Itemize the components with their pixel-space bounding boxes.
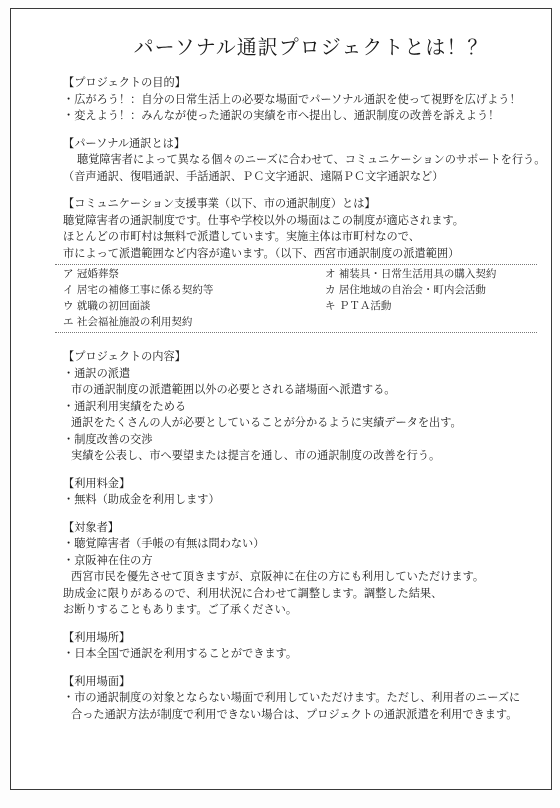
target-line: 助成金に限りがあるので、利用状況に合わせて調整します。調整した結果、 xyxy=(63,586,443,600)
place-section xyxy=(63,630,533,663)
target-line: ・聴覚障害者（手帳の有無は問わない） xyxy=(63,537,265,550)
scope-item: ウ 就職の初回面談 xyxy=(63,300,151,312)
scope-item: イ 居宅の補修工事に係る契約等 xyxy=(63,284,214,296)
target-line: ・京阪神在住の方 xyxy=(63,553,153,567)
scope-item: オ 補装具・日常生活用具の購入契約 xyxy=(325,268,497,280)
about-section xyxy=(63,136,546,186)
target-line: お断りすることもあります。ご了承ください。 xyxy=(63,603,298,616)
support-line: 市によって派遣範囲など内容が違います。（以下、西宮市通訳制度の派遣範囲） xyxy=(63,246,460,260)
flyer-page xyxy=(10,8,552,790)
target-line: 西宮市民を優先させて頂きますが、京阪神に在住の方にも利用していただけます。 xyxy=(71,570,485,583)
scene-heading: 【利用場面】 xyxy=(63,674,131,688)
page-title: パーソナル通訳プロジェクトとは！？ xyxy=(133,35,489,59)
flyer-content xyxy=(63,75,546,734)
scene-line: ・市の通訳制度の対象とならない場面で利用していただけます。ただし、利用者のニーズに xyxy=(63,691,521,704)
scope-item: ア 冠婚葬祭 xyxy=(63,268,119,280)
about-line: （音声通訳、復唱通訳、手話通訳、ＰＣ文字通訳、遠隔ＰＣ文字通訳など） xyxy=(63,169,444,183)
dispatch-scope-box xyxy=(55,264,537,333)
purpose-line: ・変えよう！：みんなが使った通訳の実績を市へ提出し、通訳制度の改善を訴えよう！ xyxy=(63,109,500,122)
target-section xyxy=(63,520,533,619)
project-heading: 【プロジェクトの内容】 xyxy=(63,350,186,363)
purpose-heading: 【プロジェクトの目的】 xyxy=(63,76,186,89)
about-heading: 【パーソナル通訳とは】 xyxy=(63,136,186,150)
scope-item: キ ＰＴＡ活動 xyxy=(325,300,392,312)
support-line: ほとんどの市町村は無料で派遣しています。実施主体は市町村なので、 xyxy=(63,230,420,243)
scene-line: 合った通訳方法が制度で利用できない場合は、プロジェクトの通訳派遣を利用できます。 xyxy=(71,707,518,721)
scope-item: カ 居住地域の自治会・町内会活動 xyxy=(325,284,486,296)
fee-heading: 【利用料金】 xyxy=(63,476,131,490)
project-detail: 通訳をたくさんの人が必要としていることが分かるように実績データを出す。 xyxy=(71,416,462,429)
project-detail: 市の通訳制度の派遣範囲以外の必要とされる諸場面へ派遣する。 xyxy=(71,383,396,396)
project-section xyxy=(63,349,533,465)
support-line: 聴覚障害者の通訳制度です。仕事や学校以外の場面はこの制度が適応されます。 xyxy=(63,213,464,227)
purpose-section xyxy=(63,75,533,125)
project-bullet: ・通訳利用実績をためる xyxy=(63,399,187,413)
fee-line: ・無料（助成金を利用します） xyxy=(63,493,220,506)
fee-section xyxy=(63,476,533,509)
support-section xyxy=(63,196,533,333)
place-heading: 【利用場所】 xyxy=(63,630,131,644)
purpose-line: ・広がろう！：自分の日常生活上の必要な場面でパーソナル通訳を使って視野を広げよう！ xyxy=(63,92,521,106)
support-heading: 【コミュニケーション支援事業（以下、市の通訳制度）とは】 xyxy=(63,197,376,210)
project-bullet: ・通訳の派遣 xyxy=(63,366,131,380)
scope-item: エ 社会福祉施設の利用契約 xyxy=(63,316,193,328)
about-line: 聴覚障害者によって異なる個々のニーズに合わせて、コミュニケーションのサポートを行う。 xyxy=(77,153,546,166)
project-bullet: ・制度改善の交渉 xyxy=(63,432,153,446)
project-detail: 実績を公表し、市へ要望または提言を通し、市の通訳制度の改善を行う。 xyxy=(71,449,441,462)
target-heading: 【対象者】 xyxy=(63,520,119,534)
place-line: ・日本全国で通訳を利用することができます。 xyxy=(63,647,298,660)
scene-section xyxy=(63,674,533,724)
scope-item xyxy=(325,314,537,330)
